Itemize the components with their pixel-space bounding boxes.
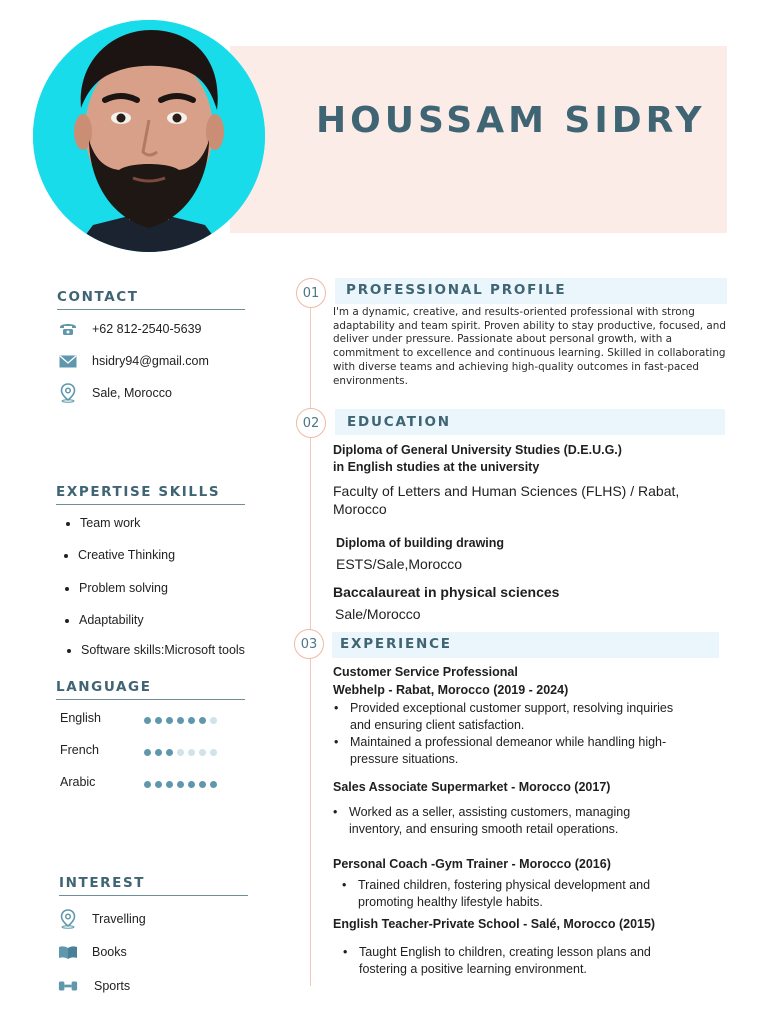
profile-heading: PROFESSIONAL PROFILE bbox=[346, 282, 567, 298]
contact-email-text: hsidry94@gmail.com bbox=[92, 354, 209, 368]
level-dot-empty bbox=[188, 749, 195, 756]
skill-label: Problem solving bbox=[79, 581, 168, 595]
skill-label: Creative Thinking bbox=[78, 548, 176, 562]
bullet-line: • Taught English to children, creating lesson plans and bbox=[359, 945, 651, 959]
level-dot-filled bbox=[177, 717, 184, 724]
language-name: English bbox=[60, 711, 101, 725]
bullet-line: promoting healthy lifestyle habits. bbox=[358, 895, 543, 909]
job-title: Personal Coach -Gym Trainer - Morocco (2016) bbox=[333, 857, 611, 871]
level-dot-empty bbox=[210, 749, 217, 756]
skill-label: Adaptability bbox=[79, 613, 144, 627]
list-item bbox=[66, 516, 140, 530]
list-item bbox=[64, 548, 175, 562]
section-number: 03 bbox=[294, 629, 324, 659]
list-item bbox=[65, 613, 144, 627]
level-dot-filled bbox=[210, 781, 217, 788]
contact-email bbox=[58, 350, 209, 372]
interest-sports bbox=[58, 975, 131, 997]
level-dot-filled bbox=[199, 781, 206, 788]
portrait-illustration bbox=[33, 20, 265, 252]
location-pin-icon bbox=[58, 383, 78, 403]
level-dot-filled bbox=[188, 781, 195, 788]
contact-phone bbox=[58, 318, 202, 340]
level-dot-filled bbox=[155, 749, 162, 756]
profile-photo bbox=[33, 20, 265, 252]
education-title: Diploma of General University Studies (D.E.U.G.) bbox=[333, 443, 622, 457]
language-level-dots bbox=[144, 749, 217, 756]
level-dot-filled bbox=[144, 749, 151, 756]
bullet-line: • Provided exceptional customer support, resolving inquiries bbox=[350, 701, 674, 715]
section-number: 01 bbox=[296, 278, 326, 308]
job-bullet bbox=[359, 944, 651, 978]
level-dot-filled bbox=[144, 717, 151, 724]
level-dot-filled bbox=[177, 781, 184, 788]
language-name: French bbox=[60, 743, 99, 757]
job-bullet bbox=[358, 877, 650, 911]
education-heading: EDUCATION bbox=[347, 414, 451, 430]
level-dot-filled bbox=[166, 781, 173, 788]
interest-heading: INTEREST bbox=[59, 875, 248, 896]
contact-phone-text: +62 812-2540-5639 bbox=[92, 322, 202, 336]
contact-location-text: Sale, Morocco bbox=[92, 386, 172, 400]
skill-label: Software skills:Microsoft tools bbox=[81, 643, 245, 657]
level-dot-filled bbox=[166, 749, 173, 756]
education-place: Morocco bbox=[333, 501, 387, 517]
bullet-line: • Maintained a professional demeanor while handling high- bbox=[350, 735, 667, 749]
level-dot-filled bbox=[188, 717, 195, 724]
level-dot-filled bbox=[199, 717, 206, 724]
open-book-icon bbox=[58, 942, 78, 962]
education-place: Faculty of Letters and Human Sciences (FLHS) / Rabat, bbox=[333, 483, 680, 499]
language-name: Arabic bbox=[60, 775, 96, 789]
experience-heading: EXPERIENCE bbox=[340, 636, 452, 652]
list-item bbox=[65, 581, 168, 595]
email-icon bbox=[58, 351, 78, 371]
level-dot-filled bbox=[155, 781, 162, 788]
person-name: HOUSSAM SIDRY bbox=[316, 100, 706, 141]
job-title: Customer Service Professional bbox=[333, 665, 518, 679]
skill-label: Team work bbox=[80, 516, 141, 530]
level-dot-empty bbox=[210, 717, 217, 724]
education-place: Sale/Morocco bbox=[335, 606, 421, 622]
bullet-line: • Trained children, fostering physical development and bbox=[358, 878, 651, 892]
dumbbell-icon bbox=[58, 976, 78, 996]
education-place: ESTS/Sale,Morocco bbox=[336, 556, 463, 572]
education-title: in English studies at the university bbox=[333, 460, 540, 474]
contact-location bbox=[58, 382, 172, 404]
bullet-line: inventory, and ensuring smooth retail operations. bbox=[349, 822, 619, 836]
interest-label: Sports bbox=[94, 979, 131, 993]
job-title: Sales Associate Supermarket - Morocco (2017) bbox=[333, 780, 611, 794]
bullet-line: and ensuring client satisfaction. bbox=[350, 718, 525, 732]
contact-heading: CONTACT bbox=[57, 289, 245, 310]
profile-text: I'm a dynamic, creative, and results-oriented professional with strong adaptability and team spirit. Proven ability to stay productive, focused, and deliver under pressure. Passionate about personal growth, with a commitment to excellence and continuous learning. Skilled in collaborating with diverse teams and achieving high-quality outcomes in fast-paced environments. bbox=[333, 306, 726, 387]
job-company: Webhelp - Rabat, Morocco (2019 - 2024) bbox=[333, 683, 569, 697]
job-bullet bbox=[350, 734, 666, 768]
job-bullet bbox=[349, 804, 630, 838]
skills-heading: EXPERTISE SKILLS bbox=[56, 484, 245, 505]
level-dot-filled bbox=[166, 717, 173, 724]
language-level-dots bbox=[144, 717, 217, 724]
interest-label: Books bbox=[92, 945, 127, 959]
section-number: 02 bbox=[296, 408, 326, 438]
education-title: Baccalaureat in physical sciences bbox=[333, 584, 560, 600]
interest-books bbox=[58, 941, 127, 963]
bullet-line: fostering a positive learning environment. bbox=[359, 962, 587, 976]
level-dot-filled bbox=[144, 781, 151, 788]
interest-travelling bbox=[58, 908, 146, 930]
list-item bbox=[67, 643, 245, 657]
job-bullet bbox=[350, 700, 673, 734]
education-title: Diploma of building drawing bbox=[336, 536, 505, 550]
bullet-line: • Worked as a seller, assisting customers, managing bbox=[349, 805, 631, 819]
bullet-line: pressure situations. bbox=[350, 752, 459, 766]
phone-icon bbox=[58, 319, 78, 339]
job-title: English Teacher-Private School - Salé, Morocco (2015) bbox=[333, 917, 656, 931]
level-dot-empty bbox=[177, 749, 184, 756]
level-dot-empty bbox=[199, 749, 206, 756]
language-level-dots bbox=[144, 781, 217, 788]
location-pin-icon bbox=[58, 909, 78, 929]
language-heading: LANGUAGE bbox=[56, 679, 245, 700]
level-dot-filled bbox=[155, 717, 162, 724]
interest-label: Travelling bbox=[92, 912, 146, 926]
